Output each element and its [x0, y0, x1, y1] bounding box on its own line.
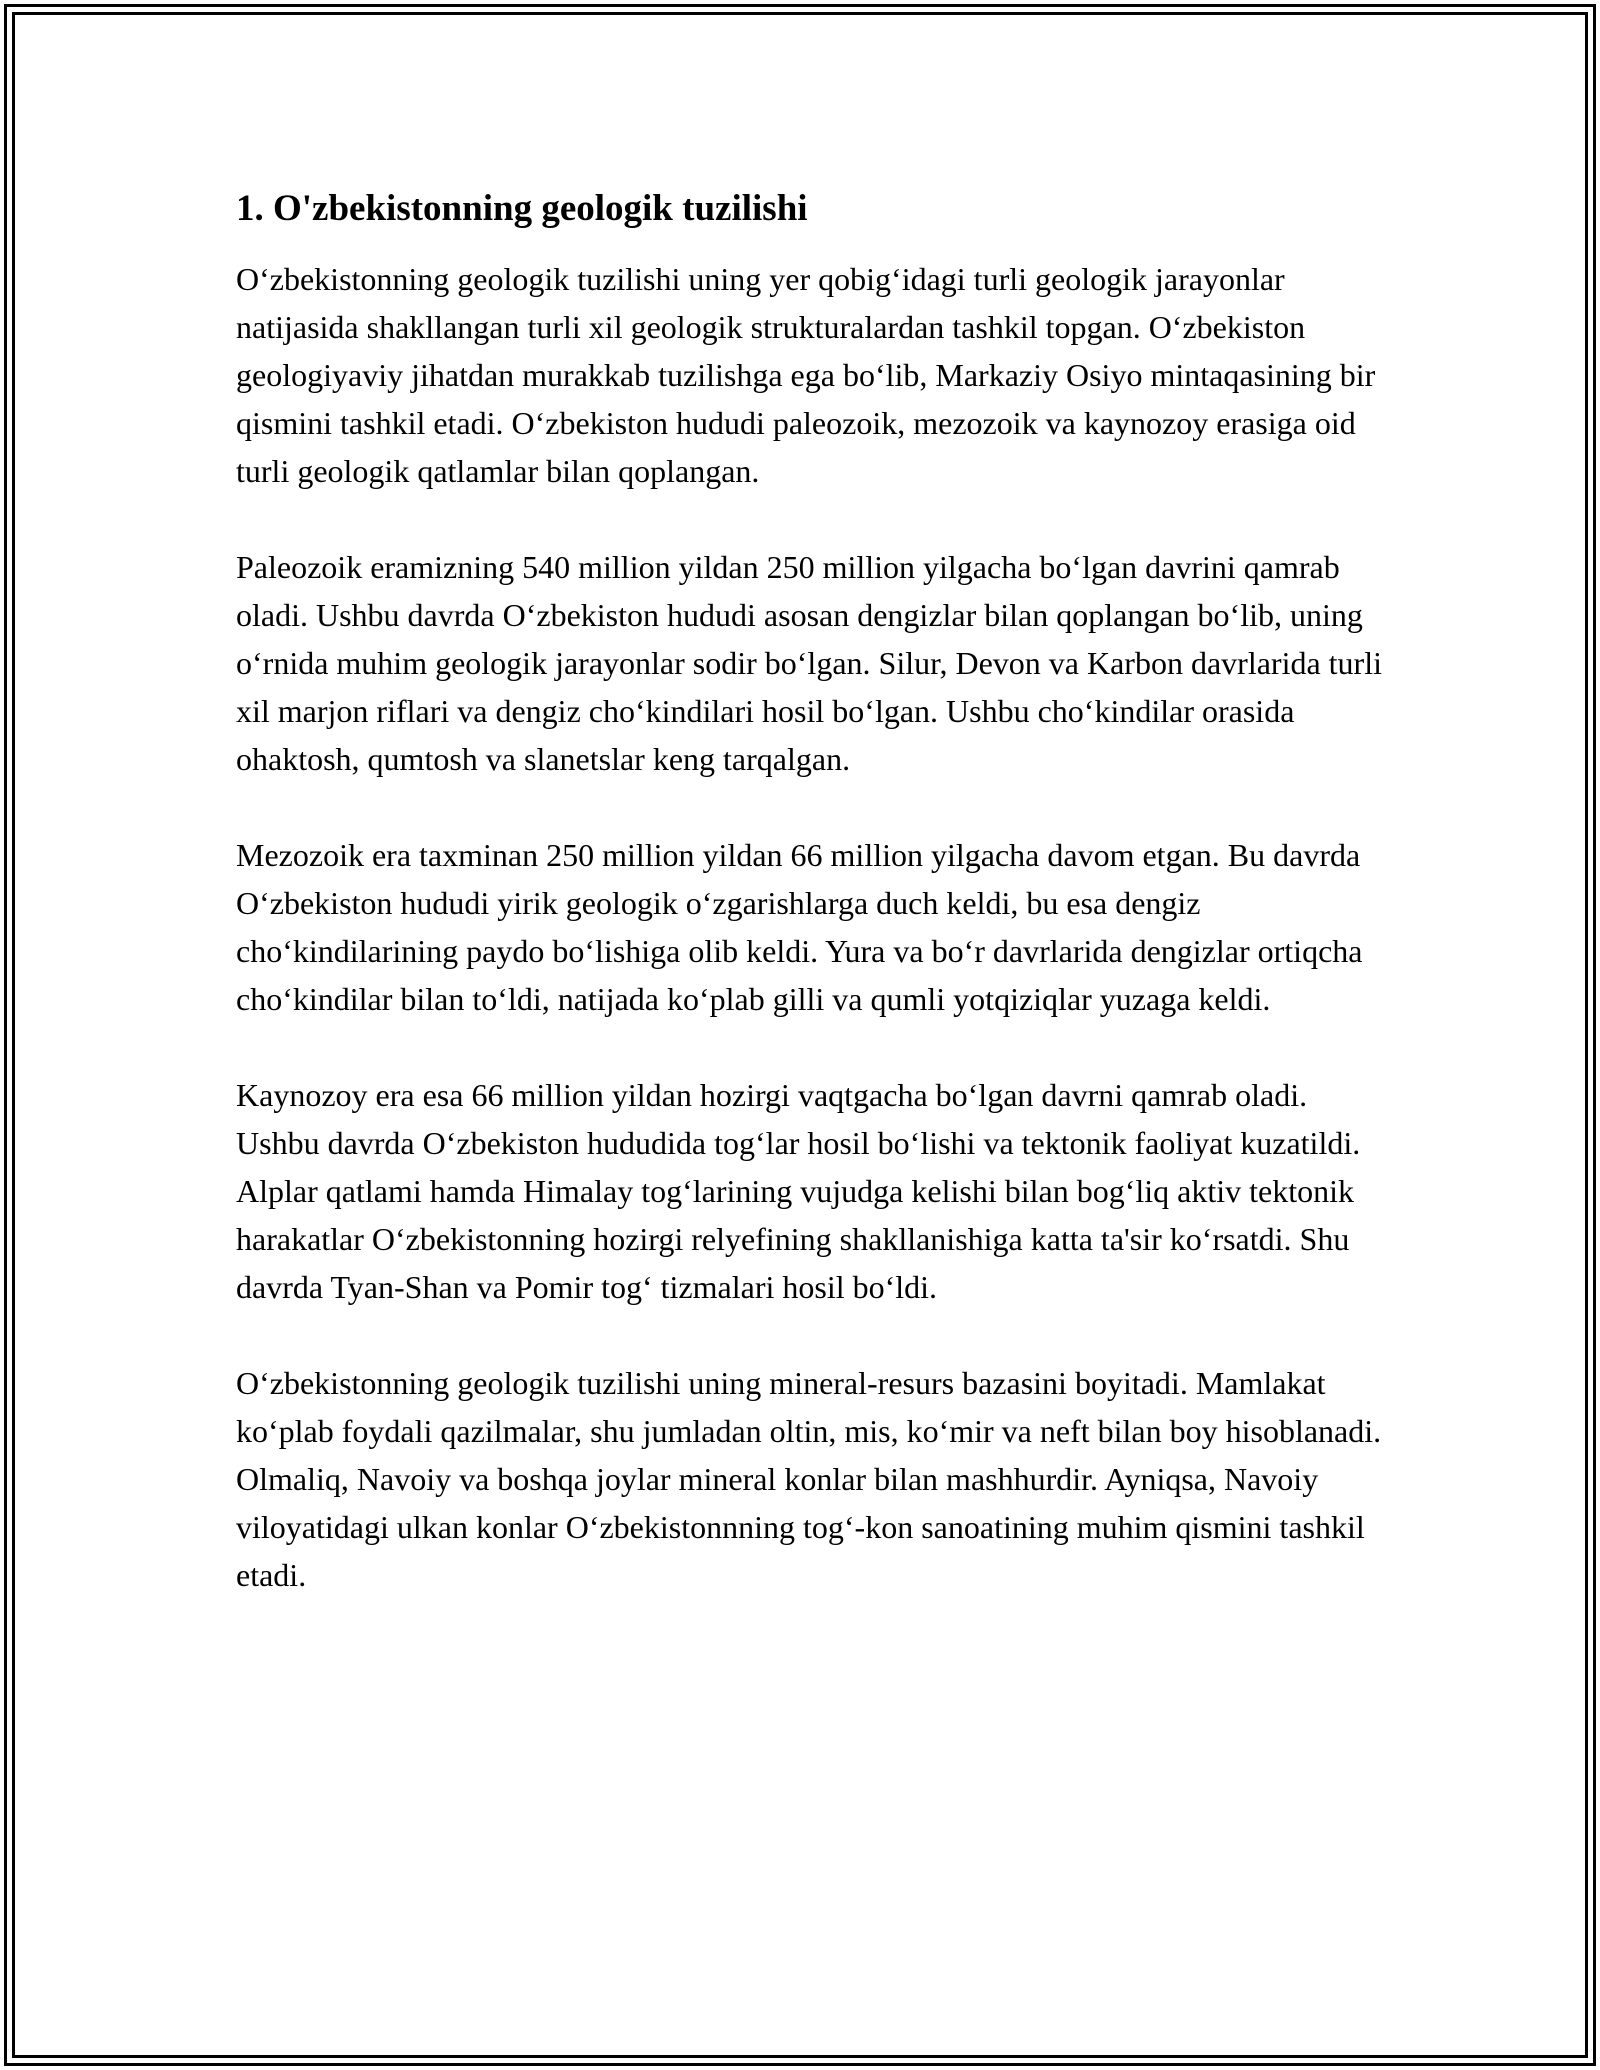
paragraph-mineral-resources: O‘zbekistonning geologik tuzilishi uning mineral-resurs bazasini boyitadi. Mamlakat ko‘plab foydali qazilmalar, shu jumladan oltin, mis, ko‘mir va neft bilan boy hisoblanadi. Olmaliq, Navoiy va boshqa joylar mineral konlar bilan mashhurdir. Ayniqsa, Navoiy viloyatidagi ulkan konlar O‘zbekistonnning tog‘-kon sanoatining muhim qismini tashkil etadi.: [236, 1365, 1382, 1594]
paragraph-intro: O‘zbekistonning geologik tuzilishi uning yer qobig‘idagi turli geologik jarayonlar natijasida shakllangan turli xil geologik strukturalardan tashkil topgan. O‘zbekiston geologiyaviy jihatdan murakkab tuzilishga ega bo‘lib, Markaziy Osiyo mintaqasining bir qismini tashkil etadi. O‘zbekiston hududi paleozoik, mezozoik va kaynozoy erasiga oid turli geologik qatlamlar bilan qoplangan.: [236, 261, 1376, 490]
paragraph-mesozoic: Mezozoik era taxminan 250 million yildan 66 million yilgacha davom etgan. Bu davrda O‘zbekiston hududi yirik geologik o‘zgarishlarga duch keldi, bu esa dengiz cho‘kindilarining paydo bo‘lishiga olib keldi. Yura va bo‘r davrlarida dengizlar ortiqcha cho‘kindilar bilan to‘ldi, natijada ko‘plab gilli va qumli yotqiziqlar yuzaga keldi.: [236, 837, 1363, 1018]
paragraph-cenozoic: Kaynozoy era esa 66 million yildan hozirgi vaqtgacha bo‘lgan davrni qamrab oladi. Ushbu davrda O‘zbekiston hududida tog‘lar hosil bo‘lishi va tektonik faoliyat kuzatildi. Alplar qatlami hamda Himalay tog‘larining vujudga kelishi bilan bog‘liq aktiv tektonik harakatlar O‘zbekistonning hozirgi relyefining shakllanishiga katta ta'sir ko‘rsatdi. Shu davrda Tyan-Shan va Pomir tog‘ tizmalari hosil bo‘ldi.: [236, 1077, 1361, 1306]
document-body: [236, 185, 1386, 1647]
paragraph-paleozoic: Paleozoik eramizning 540 million yildan 250 million yilgacha bo‘lgan davrini qamrab oladi. Ushbu davrda O‘zbekiston hududi asosan dengizlar bilan qoplangan bo‘lib, uning o‘rnida muhim geologik jarayonlar sodir bo‘lgan. Silur, Devon va Karbon davrlarida turli xil marjon riflari va dengiz cho‘kindilari hosil bo‘lgan. Ushbu cho‘kindilar orasida ohaktosh, qumtosh va slanetslar keng tarqalgan.: [236, 549, 1382, 778]
section-heading: 1. O'zbekistonning geologik tuzilishi: [236, 188, 808, 229]
